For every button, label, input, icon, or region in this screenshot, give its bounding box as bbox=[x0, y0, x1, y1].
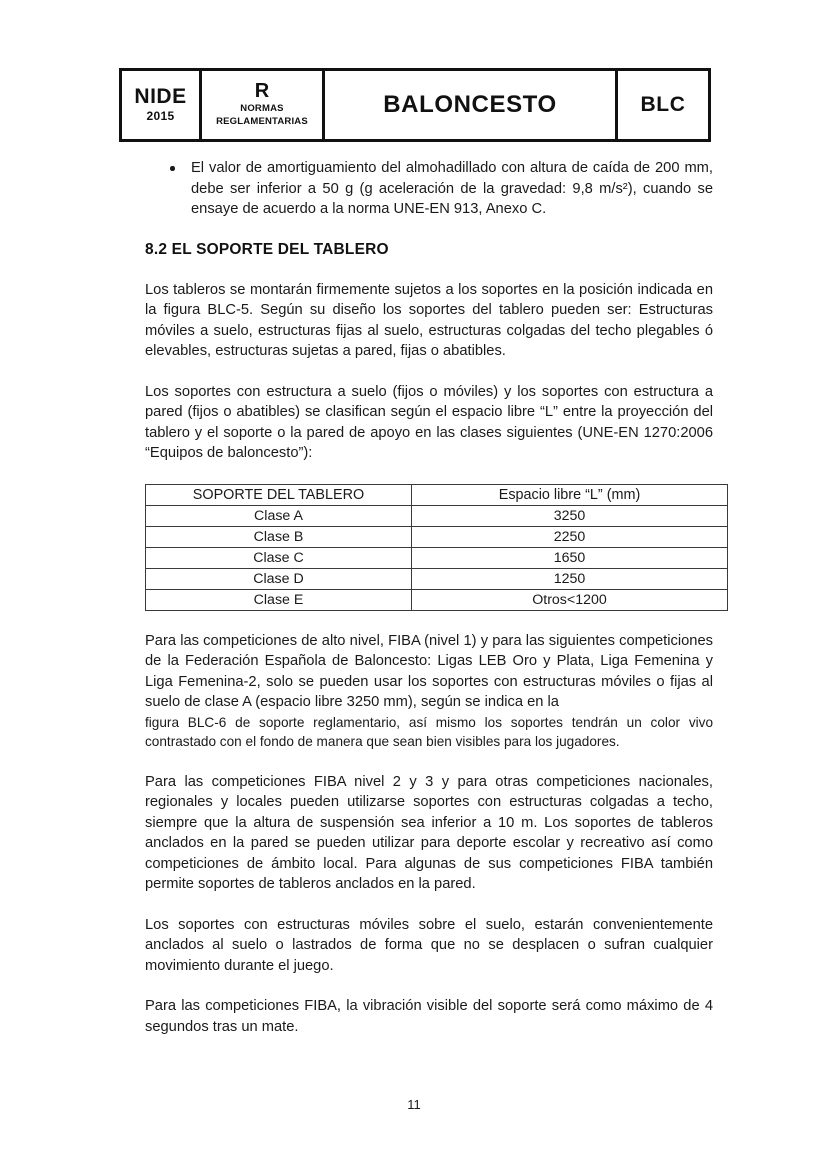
paragraph-1: Los tableros se montarán firmemente sujetos a los soportes en la posición indicada en la figura BLC-5. Según su diseño los soportes del tablero pueden ser: Estructuras móviles a suelo, estructuras fijas al suelo, estructuras colgadas del techo plegables ó elevables, estructuras sujetas a pared, fijas o abatibles. bbox=[145, 281, 713, 359]
document-header-band bbox=[119, 68, 711, 142]
spacer bbox=[145, 220, 713, 240]
header-cell-normas bbox=[202, 71, 325, 139]
spacer bbox=[145, 976, 713, 996]
header-cell-code bbox=[618, 71, 708, 139]
table-header-cell-clearance: Espacio libre “L” (mm) bbox=[412, 484, 728, 505]
table-cell-value: 1250 bbox=[412, 568, 728, 589]
table-cell-class: Clase D bbox=[146, 568, 412, 589]
normas-r-label: R bbox=[254, 80, 270, 103]
table-cell-class: Clase A bbox=[146, 505, 412, 526]
nide-year: 2015 bbox=[146, 109, 175, 124]
table-row bbox=[146, 505, 728, 526]
normas-line-2: REGLAMENTARIAS bbox=[216, 116, 308, 127]
table-row bbox=[146, 589, 728, 610]
table-cell-value: 2250 bbox=[412, 526, 728, 547]
table-cell-value: Otros<1200 bbox=[412, 589, 728, 610]
header-cell-title bbox=[325, 71, 618, 139]
paragraph-3: Para las competiciones de alto nivel, FIBA (nivel 1) y para las siguientes competiciones de la Federación Española de Baloncesto: Ligas LEB Oro y Plata, Liga Femenina y Liga Femenina-2, solo se pueden usar los soportes con estructuras móviles o fijas al suelo de clase A (espacio libre 3250 mm), según se indica en la bbox=[145, 632, 713, 710]
normas-line-1: NORMAS bbox=[240, 103, 284, 115]
paragraph-4: Para las competiciones FIBA nivel 2 y 3 y para otras competiciones nacionales, regionales y locales pueden utilizarse soportes con estructuras colgadas a techo, siempre que la altura de suspensión sea inferior a 10 m. Los soportes de tableros anclados en la pared se pueden utilizar para deporte escolar y recreativo así como competiciones de ámbito local. Para algunas de sus competiciones FIBA también permite soportes de tableros anclados en la pared. bbox=[145, 773, 713, 892]
nide-label: NIDE bbox=[134, 84, 187, 108]
paragraph-6: Para las competiciones FIBA, la vibración visible del soporte será como máximo de 4 segundos tras un mate. bbox=[145, 998, 713, 1035]
table-row bbox=[146, 568, 728, 589]
support-class-table bbox=[145, 484, 728, 611]
table-header-cell-support: SOPORTE DEL TABLERO bbox=[146, 484, 412, 505]
document-body bbox=[145, 158, 713, 1037]
table-row bbox=[146, 547, 728, 568]
table-cell-class: Clase B bbox=[146, 526, 412, 547]
table-cell-class: Clase C bbox=[146, 547, 412, 568]
spacer bbox=[145, 611, 713, 631]
spacer bbox=[145, 752, 713, 772]
spacer bbox=[145, 260, 713, 280]
table-cell-value: 1650 bbox=[412, 547, 728, 568]
header-cell-nide bbox=[122, 71, 202, 139]
list-item bbox=[145, 158, 713, 220]
table-row bbox=[146, 526, 728, 547]
table-header-row bbox=[146, 484, 728, 505]
page-number: 11 bbox=[407, 1097, 421, 1112]
document-title: BALONCESTO bbox=[383, 91, 557, 118]
paragraph-2: Los soportes con estructura a suelo (fijos o móviles) y los soportes con estructura a pared (fijos o abatibles) se clasifican según el espacio libre “L” entre la proyección del tablero y el soporte o la pared de apoyo en las clases siguientes (UNE-EN 1270:2006 “Equipos de baloncesto”): bbox=[145, 383, 713, 461]
spacer bbox=[145, 464, 713, 484]
table-cell-value: 3250 bbox=[412, 505, 728, 526]
bullet-dot-icon bbox=[170, 166, 175, 171]
spacer bbox=[145, 895, 713, 915]
spacer bbox=[145, 362, 713, 382]
bullet-list bbox=[145, 158, 713, 220]
page-title: 8.2 EL SOPORTE DEL TABLERO bbox=[145, 240, 389, 258]
paragraph-3-continuation: figura BLC-6 de soporte reglamentario, así mismo los soportes tendrán un color vivo contrastado con el fondo de manera que sean bien visibles para los jugadores. bbox=[145, 714, 713, 749]
bullet-text: El valor de amortiguamiento del almohadillado con altura de caída de 200 mm, debe ser inferior a 50 g (g aceleración de la gravedad: 9,8 m/s²), cuando se ensaye de acuerdo a la norma UNE-EN 913, Anexo C. bbox=[191, 160, 713, 217]
document-code: BLC bbox=[640, 93, 686, 116]
table-cell-class: Clase E bbox=[146, 589, 412, 610]
paragraph-5: Los soportes con estructuras móviles sobre el suelo, estarán convenientemente anclados al suelo o lastrados de forma que no se desplacen o sufran cualquier movimiento durante el juego. bbox=[145, 916, 713, 974]
